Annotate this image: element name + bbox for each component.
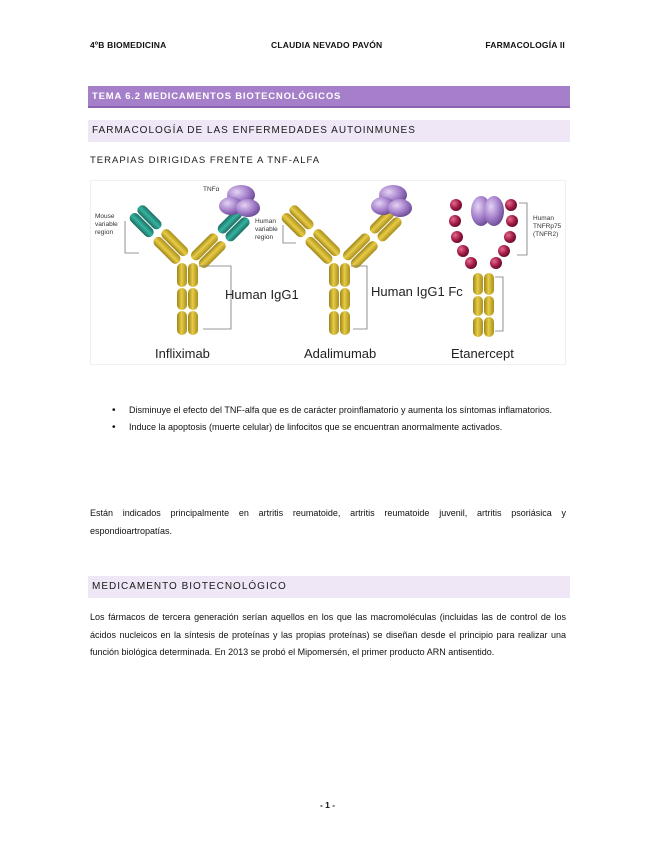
bullet-text: Induce la apoptosis (muerte celular) de linfocitos que se encuentran anormalmente activados. xyxy=(129,422,503,432)
label-human-igg1: Human IgG1 xyxy=(225,287,299,302)
label-adalimumab: Adalimumab xyxy=(304,346,377,361)
label-human-var-2: variable xyxy=(255,226,278,233)
header-course: 4ºB BIOMEDICINA xyxy=(90,40,167,50)
topic-banner: TEMA 6.2 MEDICAMENTOS BIOTECNOLÓGICOS xyxy=(88,86,570,108)
label-mouse-2: variable xyxy=(95,221,118,228)
label-human-var-1: Human xyxy=(255,218,276,225)
label-human-igg1-fc: Human IgG1 Fc xyxy=(371,284,463,299)
section-subtitle-tnf: TERAPIAS DIRIGIDAS FRENTE A TNF-ALFA xyxy=(90,155,321,166)
label-etanercept: Etanercept xyxy=(451,346,514,361)
biotech-paragraph: Los fármacos de tercera generación serían aquellos en los que las macromoléculas (incluidas las de control de los ácidos nucleicos en la síntesis de proteínas y las propias proteínas) se diseñan desde el principio para realizar una función biológica determinada. En 2013 se probó el Mipomersén, el primer producto ARN antisentido. xyxy=(90,612,566,657)
etanercept-fusion-protein xyxy=(449,196,518,337)
label-human-var-3: region xyxy=(255,234,274,241)
antibody-figure xyxy=(90,180,566,365)
adalimumab-antibody xyxy=(280,185,412,335)
label-human-tnfr-1: Human xyxy=(533,215,554,222)
header-author: CLAUDIA NEVADO PAVÓN xyxy=(271,40,383,50)
list-item xyxy=(112,419,567,436)
list-item xyxy=(112,402,567,419)
label-mouse-1: Mouse xyxy=(95,213,115,220)
section-title-biotech: MEDICAMENTO BIOTECNOLÓGICO xyxy=(88,576,570,598)
label-human-tnfr-3: (TNFR2) xyxy=(533,231,559,238)
antibody-diagram xyxy=(91,181,565,364)
bullet-text: Disminuye el efecto del TNF-alfa que es de carácter proinflamatorio y aumenta los síntomas inflamatorios. xyxy=(129,405,553,415)
page-number: - 1 - xyxy=(319,800,336,810)
infliximab-antibody xyxy=(128,185,260,335)
section-title-autoimmune: FARMACOLOGÍA DE LAS ENFERMEDADES AUTOINMUNES xyxy=(88,120,570,142)
effects-bullet-list xyxy=(112,402,567,436)
page-header xyxy=(90,40,565,52)
label-tnfa: TNFα xyxy=(203,186,220,193)
label-mouse-3: region xyxy=(95,229,114,236)
label-human-tnfr-2: TNFRp75 xyxy=(533,223,562,230)
label-infliximab: Infliximab xyxy=(155,346,210,361)
indications-paragraph: Están indicados principalmente en artritis reumatoide, artritis reumatoide juvenil, artritis psoriásica y espondioartropatías. xyxy=(90,508,566,536)
bullet-dot-icon: • xyxy=(112,405,116,416)
header-subject: FARMACOLOGÍA II xyxy=(485,40,565,50)
bullet-dot-icon: • xyxy=(112,422,116,433)
